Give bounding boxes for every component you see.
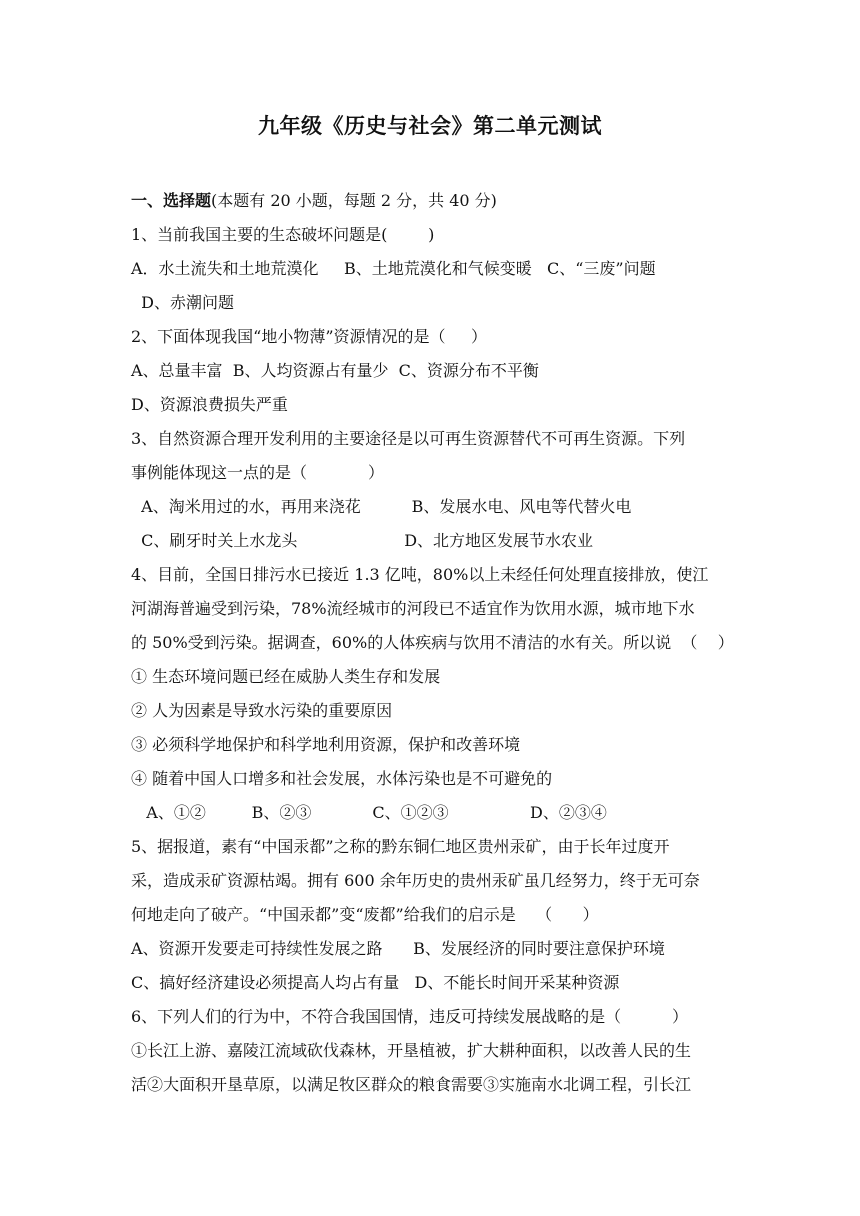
question-line: 活②大面积开垦草原，以满足牧区群众的粮食需要③实施南水北调工程，引长江: [131, 1075, 692, 1094]
question-line: 1、当前我国主要的生态破坏问题是( ): [131, 225, 435, 244]
question-line: ①长江上游、嘉陵江流域砍伐森林，开垦植被，扩大耕种面积，以改善人民的生: [131, 1041, 692, 1060]
question-line: ② 人为因素是导致水污染的重要原因: [131, 701, 393, 720]
question-line: 4、目前，全国日排污水已接近 1.3 亿吨，80%以上未经任何处理直接排放，使江: [131, 565, 709, 584]
page-title: 九年级《历史与社会》第二单元测试: [258, 113, 602, 138]
question-line: 6、下列人们的行为中，不符合我国国情，违反可持续发展战略的是（ ）: [131, 1007, 689, 1026]
question-line: C、搞好经济建设必须提高人均占有量 D、不能长时间开采某种资源: [131, 973, 620, 992]
question-line: ③ 必须科学地保护和科学地利用资源，保护和改善环境: [131, 735, 521, 754]
question-line: 采，造成汞矿资源枯竭。拥有 600 余年历史的贵州汞矿虽几经努力，终于无可奈: [131, 871, 700, 890]
question-line: 2、下面体现我国“地小物薄”资源情况的是（ ）: [131, 327, 487, 346]
question-line: ① 生态环境问题已经在威胁人类生存和发展: [131, 667, 441, 686]
question-line: D、资源浪费损失严重: [131, 395, 288, 414]
question-line: A、总量丰富 B、人均资源占有量少 C、资源分布不平衡: [131, 361, 539, 380]
question-line: ④ 随着中国人口增多和社会发展，水体污染也是不可避免的: [131, 769, 553, 788]
section-heading-line: [131, 191, 741, 211]
question-line: D、赤潮问题: [131, 293, 235, 312]
question-line: 3、自然资源合理开发利用的主要途径是以可再生资源替代不可再生资源。下列: [131, 429, 686, 448]
question-line: A、①② B、②③ C、①②③ D、②③④: [131, 803, 607, 822]
section-note: (本题有 20 小题，每题 2 分，共 40 分): [211, 191, 497, 210]
question-line: 何地走向了破产。“中国汞都”变“废都”给我们的启示是 （ ）: [131, 905, 599, 924]
question-line: 的 50%受到污染。据调查，60%的人体疾病与饮用不清洁的水有关。所以说 （ ）: [131, 633, 734, 652]
question-line: A、资源开发要走可持续性发展之路 B、发展经济的同时要注意保护环境: [131, 939, 665, 958]
question-line: 5、据报道，素有“中国汞都”之称的黔东铜仁地区贵州汞矿，由于长年过度开: [131, 837, 670, 856]
question-line: C、刷牙时关上水龙头 D、北方地区发展节水农业: [131, 531, 594, 550]
question-line: 河湖海普遍受到污染，78%流经城市的河段已不适宜作为饮用水源，城市地下水: [131, 599, 695, 618]
question-line: A．水土流失和土地荒漠化 B、土地荒漠化和气候变暖 C、“三废”问题: [131, 259, 656, 278]
question-line: A、淘米用过的水，再用来浇花 B、发展水电、风电等代替火电: [131, 497, 632, 516]
section-heading: 一、选择题: [131, 191, 212, 210]
question-line: 事例能体现这一点的是（ ）: [131, 463, 385, 482]
